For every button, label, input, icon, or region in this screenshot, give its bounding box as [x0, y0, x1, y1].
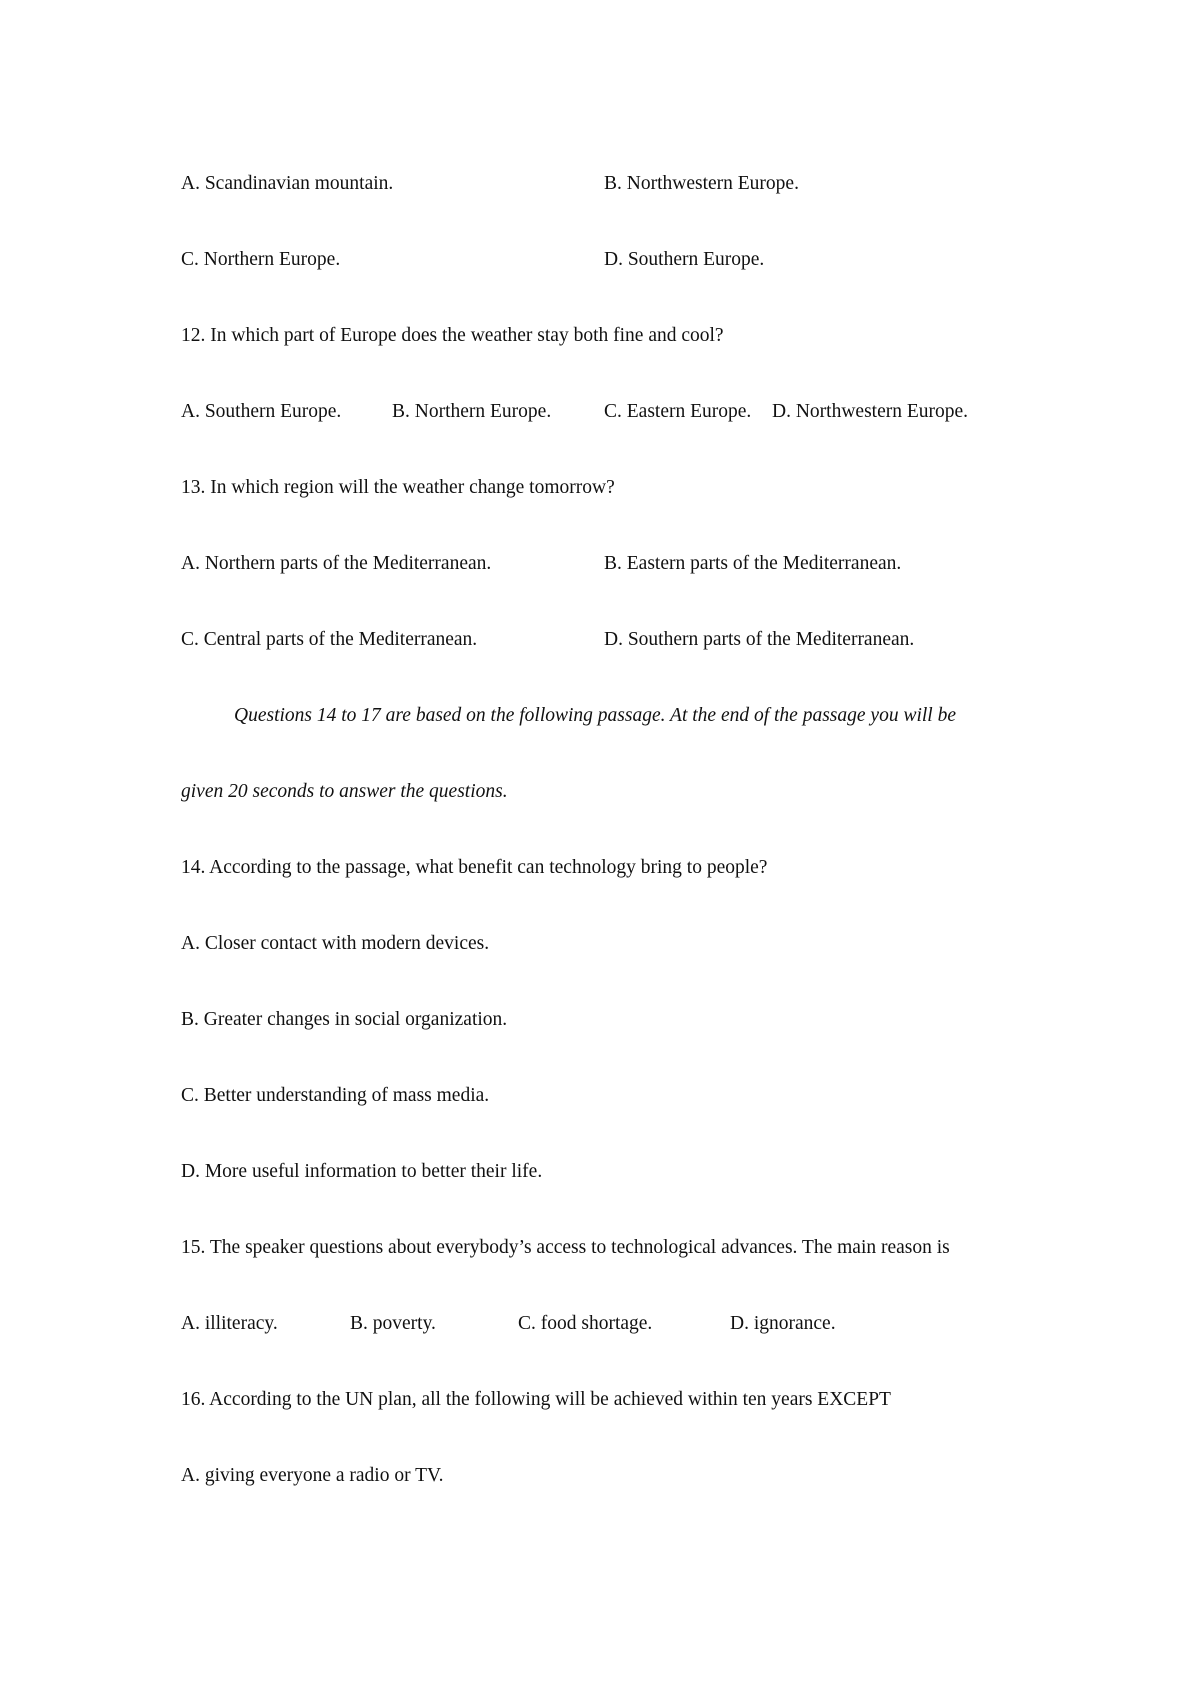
- q15-question: 15. The speaker questions about everybody’s access to technological advances. The main reason is: [181, 1237, 950, 1258]
- q15-option-d: D. ignorance.: [730, 1313, 836, 1334]
- q11-option-a: A. Scandinavian mountain.: [181, 173, 394, 194]
- instruction-line-2: given 20 seconds to answer the questions.: [181, 781, 508, 802]
- q16-option-a: A. giving everyone a radio or TV.: [181, 1465, 444, 1486]
- q13-question: 13. In which region will the weather change tomorrow?: [181, 477, 615, 498]
- q15-option-b: B. poverty.: [350, 1313, 436, 1334]
- q12-question: 12. In which part of Europe does the weather stay both fine and cool?: [181, 325, 724, 346]
- q12-option-d: D. Northwestern Europe.: [772, 401, 969, 422]
- q13-option-a: A. Northern parts of the Mediterranean.: [181, 553, 492, 574]
- q14-option-c: C. Better understanding of mass media.: [181, 1085, 490, 1106]
- q16-question: 16. According to the UN plan, all the following will be achieved within ten years EXCEPT: [181, 1389, 891, 1410]
- q12-option-a: A. Southern Europe.: [181, 401, 342, 422]
- q11-option-b: B. Northwestern Europe.: [604, 173, 799, 194]
- q11-option-c: C. Northern Europe.: [181, 249, 341, 270]
- q15-option-c: C. food shortage.: [518, 1313, 653, 1334]
- q13-option-b: B. Eastern parts of the Mediterranean.: [604, 553, 902, 574]
- q12-option-b: B. Northern Europe.: [392, 401, 552, 422]
- q11-option-d: D. Southern Europe.: [604, 249, 765, 270]
- q12-option-c: C. Eastern Europe.: [604, 401, 752, 422]
- q14-question: 14. According to the passage, what benefit can technology bring to people?: [181, 857, 768, 878]
- q14-option-b: B. Greater changes in social organization.: [181, 1009, 508, 1030]
- instruction-line-1: Questions 14 to 17 are based on the following passage. At the end of the passage you will be: [234, 705, 956, 726]
- q13-option-d: D. Southern parts of the Mediterranean.: [604, 629, 915, 650]
- q13-option-c: C. Central parts of the Mediterranean.: [181, 629, 478, 650]
- q14-option-a: A. Closer contact with modern devices.: [181, 933, 490, 954]
- q15-option-a: A. illiteracy.: [181, 1313, 278, 1334]
- q14-option-d: D. More useful information to better their life.: [181, 1161, 543, 1182]
